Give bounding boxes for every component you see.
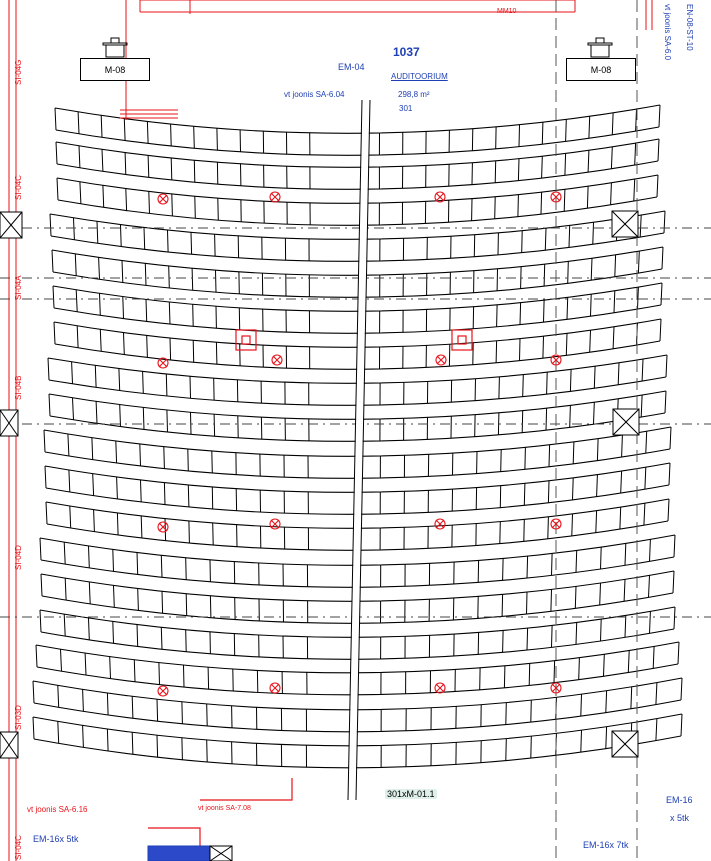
column-cross: [0, 212, 22, 238]
right-top-label-1: vt joonis SA-6.0: [663, 4, 672, 61]
room-area: 298,8 m²: [398, 90, 430, 99]
column-cross: [612, 731, 638, 757]
grid-label-si-04b: SI-04B: [14, 375, 23, 400]
column-cross: [613, 409, 639, 435]
bin-icons: [103, 38, 612, 57]
grid-label-si-04c-1: SI-04C: [14, 175, 23, 200]
equipment-tag-m08-right: [566, 58, 636, 81]
grid-label-si-04a: SI-04A: [14, 275, 23, 300]
bottom-chip-label: 301xM-01.1: [387, 789, 435, 799]
mm10-label: MM10: [497, 8, 517, 15]
grid-label-si-03d: SI-03D: [14, 705, 23, 730]
room-title: AUDITOORIUM: [391, 72, 448, 81]
em16-left-label: EM-16x 5tk: [33, 834, 79, 844]
room-number: 1037: [393, 45, 420, 59]
grid-label-si-04c-2: SI-04C: [14, 835, 23, 860]
em16-7tk-label: EM-16x 7tk: [583, 840, 629, 850]
column-cross: [612, 211, 638, 237]
em16-right-label-2: x 5tk: [670, 813, 690, 823]
column-cross: [0, 410, 18, 436]
grid-label-si-04d: SI-04D: [14, 545, 23, 570]
m08-left-label: M-08: [104, 64, 126, 75]
vt-sa616-label: vt joonis SA-6.16: [27, 805, 88, 814]
column-cross: [0, 732, 18, 758]
em04-label: EM-04: [338, 62, 365, 72]
right-top-label-2: EN-08-ST-10: [685, 4, 694, 51]
m08-right-label: M-08: [590, 64, 612, 75]
vt-sa708-label: vt joonis SA-7.08: [198, 805, 251, 812]
area-reference: vt joonis SA-6.04: [284, 90, 345, 99]
em16-right-label-1: EM-16: [666, 795, 693, 805]
equipment-tag-m08-left: [80, 58, 150, 81]
grid-label-si-04g: SI-04G: [14, 59, 23, 85]
room-code: 301: [399, 104, 413, 113]
